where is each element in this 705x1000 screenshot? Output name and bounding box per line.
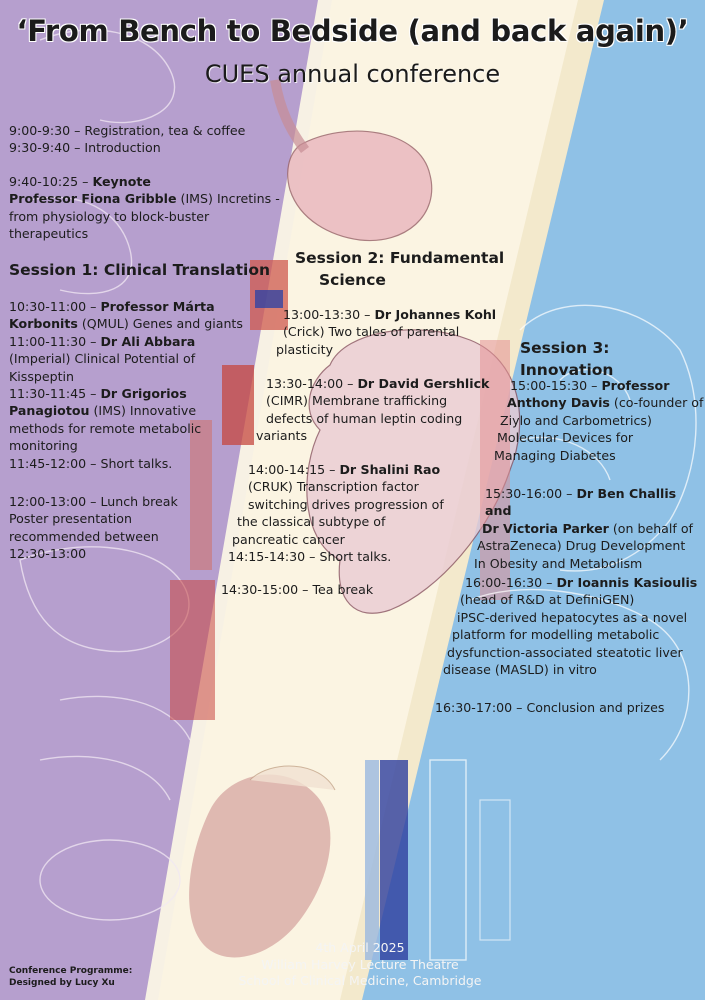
opening-schedule (9, 122, 245, 157)
keynote-speaker: Professor Fiona Gribble (9, 191, 177, 207)
session2-talk1: 13:00-13:30 – Dr Johannes Kohl (Crick) Two tales of parental plasticity (276, 307, 497, 357)
red-strip-3 (170, 580, 215, 720)
keynote-label: Keynote (92, 174, 151, 189)
poster-title: ‘From Bench to Bedside (and back again)’ (16, 14, 689, 48)
session3-talk1: 15:00-15:30 – Professor Anthony Davis (co-founder of Ziylo and Carbometrics) Molecular Devices for Managing Diabetes (494, 378, 704, 463)
session3-talk2: 15:30-16:00 – Dr Ben Challis and Dr Victoria Parker (on behalf of AstraZeneca) Drug Development In Obesity and Metabolism (474, 486, 693, 571)
blue-strip-1 (255, 290, 283, 308)
session1-heading: Session 1: Clinical Translation (9, 261, 271, 279)
poster-subtitle: CUES annual conference (204, 60, 501, 88)
session3-heading: Session 3: Innovation (520, 339, 614, 379)
session3-closing: 16:30-17:00 – Conclusion and prizes (435, 700, 665, 715)
lunch-block: 12:00-13:00 – Lunch break Poster presentation recommended between 12:30-13:00 (9, 494, 178, 562)
session2-heading: Session 2: Fundamental Science (295, 249, 505, 289)
session2-talk2: 13:30-14:00 – Dr David Gershlick (CIMR) Membrane trafficking defects of human leptin coding variants (256, 376, 490, 444)
session3-talk3: 16:00-16:30 – Dr Ioannis Kasioulis (head of R&D at DefiniGEN) iPSC-derived hepatocytes as a novel platform for modelling metabolic dysfunction-associated steatotic liver disease (MASLD) in vitro (443, 575, 698, 678)
session1-schedule: 10:30-11:00 – Professor Márta Korbonits (QMUL) Genes and giants 11:00-11:30 – Dr Ali Abbara (Imperial) Clinical Potential of Kisspeptin 11:30-11:45 – Dr Grigorios Panagiotou (IMS) Innovative methods for remote metabolic monitoring 11:45-12:00 – Short talks. (9, 299, 243, 471)
event-venue: William Harvey Lecture Theatre (261, 956, 459, 972)
keynote-block: 9:40-10:25 – Keynote Professor Fiona Gribble (IMS) Incretins - from physiology to block-buster therapeutics (9, 174, 280, 242)
schedule-item-intro: 9:30-9:40 – Introduction (9, 140, 161, 156)
session2-talk3: 14:00-14:15 – Dr Shalini Rao (CRUK) Transcription factor switching drives progression of the classical subtype of pancreatic cancer 14:15-14:30 – Short talks. (228, 462, 444, 565)
vessel-light (365, 760, 379, 960)
designer-credit: Conference Programme: Designed by Lucy Xu (9, 966, 133, 988)
schedule-item-registration: 9:00-9:30 – Registration, tea & coffee (9, 123, 246, 138)
event-date: 4th April 2025 (315, 940, 405, 955)
vessel-blue (380, 760, 408, 960)
venue-footer (215, 940, 505, 990)
session2-tea-break: 14:30-15:00 – Tea break (221, 582, 374, 597)
event-school: School of Clinical Medicine, Cambridge (238, 973, 482, 988)
